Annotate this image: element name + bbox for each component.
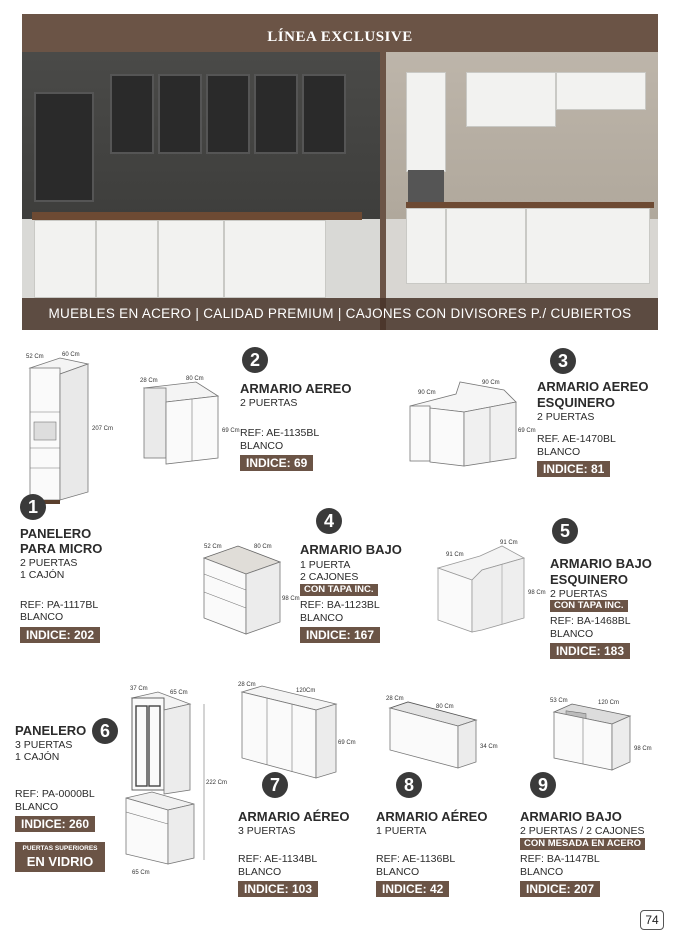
item-6-detail-1: 3 PUERTAS [15,739,73,751]
item-3-ref: REF. AE-1470BL [537,433,616,445]
item-3-number: 3 [550,348,576,374]
item-4-ref: REF: BA-1123BL [300,599,380,611]
glass-doors-note [15,842,105,872]
item-1-color: BLANCO [20,611,64,623]
item-2-dim-height: 69 Cm [222,428,240,434]
item-7-dim-depth: 28 Cm [238,682,256,688]
kitchen-photo-left [22,52,380,330]
item-9-dim-depth: 53 Cm [550,698,568,704]
item-8-dim-height: 34 Cm [480,744,498,750]
item-5-ref: REF: BA-1468BL [550,615,631,627]
item-1-dim-height: 207 Cm [92,426,114,432]
item-6-dim-bottom-width: 65 Cm [132,870,150,876]
item-5-dim-depth: 91 Cm [446,552,464,558]
item-6-color: BLANCO [15,801,59,813]
item-6-dim-depth: 37 Cm [130,686,148,692]
item-4-indice-badge: INDICE: 167 [300,627,380,643]
item-3-title-line1: ARMARIO AEREO [537,379,649,394]
item-2-indice-badge: INDICE: 69 [240,455,313,471]
item-6-drawing [120,684,228,880]
item-9-dim-width: 120 Cm [598,700,620,706]
item-2-dim-width: 80 Cm [186,376,204,382]
item-3-color: BLANCO [537,446,581,458]
item-4-dim-depth: 52 Cm [204,544,222,550]
item-2-detail-1: 2 PUERTAS [240,397,298,409]
item-1-ref: REF: PA-1117BL [20,599,99,611]
item-3-dim-width: 90 Cm [482,380,500,386]
item-3-dim-depth: 90 Cm [418,390,436,396]
item-6-ref: REF: PA-0000BL [15,788,95,800]
item-2-drawing [136,372,240,472]
item-2-dim-depth: 28 Cm [140,378,158,384]
item-5-title-line2: ESQUINERO [550,572,629,587]
item-1-title-line2: PARA MICRO [20,541,103,556]
item-1-dim-width: 60 Cm [62,352,80,358]
item-7-title: ARMARIO AÉREO [238,809,350,824]
item-8-number: 8 [396,772,422,798]
item-5-drawing [432,540,546,640]
item-2-ref: REF: AE-1135BL [240,427,320,439]
glass-doors-note-big: EN VIDRIO [26,854,94,869]
item-9-title: ARMARIO BAJO [520,809,622,824]
item-4-number: 4 [316,508,342,534]
item-5-number: 5 [552,518,578,544]
item-7-color: BLANCO [238,866,282,878]
glass-doors-note-small: PUERTAS SUPERIORES [22,845,98,852]
item-5-detail-1: 2 PUERTAS [550,588,608,600]
item-1-drawing [20,350,114,510]
item-1-title-line1: PANELERO [20,526,92,541]
item-7-number: 7 [262,772,288,798]
catalog-banner [22,14,658,330]
item-6-dim-height: 222 Cm [206,780,228,786]
item-8-dim-width: 80 Cm [436,704,454,710]
item-8-indice-badge: INDICE: 42 [376,881,449,897]
item-3-dim-height: 69 Cm [518,428,536,434]
item-2-title: ARMARIO AEREO [240,381,352,396]
page-number: 74 [640,910,664,930]
item-4-detail-2: 2 CAJONES [300,571,359,583]
item-4-color: BLANCO [300,612,344,624]
item-7-detail-1: 3 PUERTAS [238,825,296,837]
item-4-detail-1: 1 PUERTA [300,559,351,571]
banner-tagline: MUEBLES EN ACERO | CALIDAD PREMIUM | CAJONES CON DIVISORES P./ CUBIERTOS [22,298,658,330]
item-5-dim-width: 91 Cm [500,540,518,546]
item-9-color: BLANCO [520,866,564,878]
item-2-color: BLANCO [240,440,284,452]
item-8-dim-depth: 28 Cm [386,696,404,702]
item-9-ref: REF: BA-1147BL [520,853,600,865]
banner-title: LÍNEA EXCLUSIVE [267,29,413,45]
item-9-drawing [546,694,656,774]
item-1-detail-2: 1 CAJÓN [20,569,65,581]
item-9-number: 9 [530,772,556,798]
item-7-indice-badge: INDICE: 103 [238,881,318,897]
item-8-title: ARMARIO AÉREO [376,809,488,824]
item-7-ref: REF: AE-1134BL [238,853,318,865]
item-5-color: BLANCO [550,628,594,640]
item-1-detail-1: 2 PUERTAS [20,557,78,569]
item-5-tag: CON TAPA INC. [550,600,628,612]
item-8-ref: REF: AE-1136BL [376,853,456,865]
item-6-detail-2: 1 CAJÓN [15,751,60,763]
item-6-number: 6 [92,718,118,744]
item-1-dim-depth: 52 Cm [26,354,44,360]
item-4-title: ARMARIO BAJO [300,542,402,557]
item-9-dim-height: 98 Cm [634,746,652,752]
item-8-detail-1: 1 PUERTA [376,825,427,837]
item-1-indice-badge: INDICE: 202 [20,627,100,643]
item-7-dim-height: 69 Cm [338,740,356,746]
item-5-title-line1: ARMARIO BAJO [550,556,652,571]
item-8-drawing [380,690,498,775]
item-9-indice-badge: INDICE: 207 [520,881,600,897]
item-5-indice-badge: INDICE: 183 [550,643,630,659]
item-1-number: 1 [20,494,46,520]
item-5-dim-height: 98 Cm [528,590,546,596]
item-9-tag: CON MESADA EN ACERO [520,838,645,850]
item-3-indice-badge: INDICE: 81 [537,461,610,477]
item-7-dim-width: 120Cm [296,688,316,694]
item-8-color: BLANCO [376,866,420,878]
item-6-indice-badge: INDICE: 260 [15,816,95,832]
item-9-detail-1: 2 PUERTAS / 2 CAJONES [520,825,645,837]
item-3-drawing [404,376,534,471]
kitchen-photo-right [386,52,658,330]
item-7-drawing [232,678,356,788]
item-4-tag: CON TAPA INC. [300,584,378,596]
item-3-detail-1: 2 PUERTAS [537,411,595,423]
item-6-title: PANELERO [15,723,87,738]
item-4-dim-width: 80 Cm [254,544,272,550]
item-6-dim-width: 65 Cm [170,690,188,696]
item-2-number: 2 [242,347,268,373]
item-4-dim-height: 98 Cm [282,596,300,602]
item-4-drawing [198,536,298,646]
item-3-title-line2: ESQUINERO [537,395,616,410]
